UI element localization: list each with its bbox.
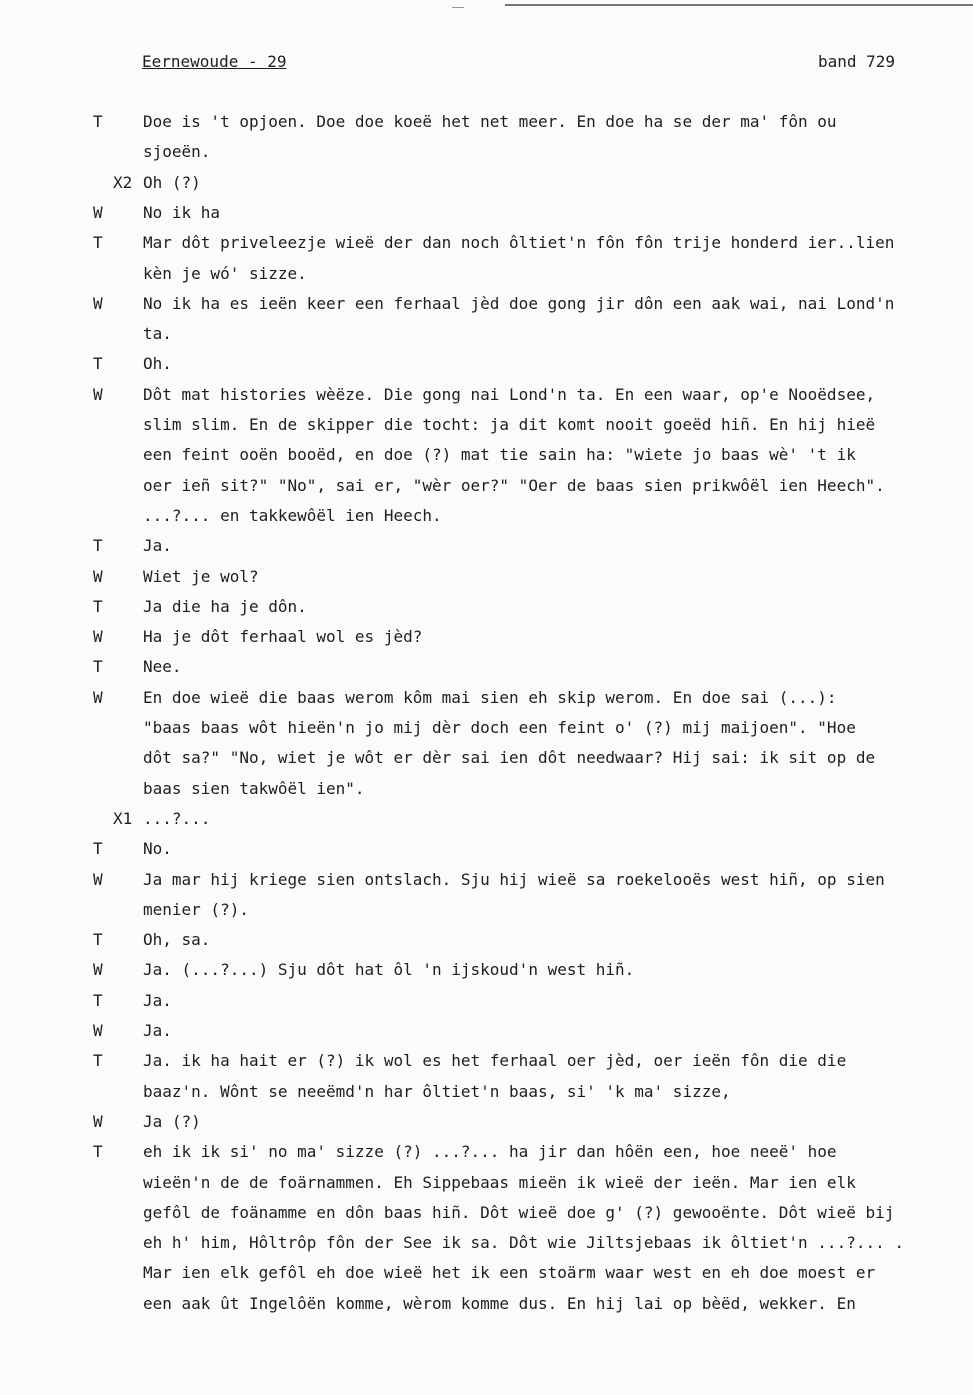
utterance-text: No ik ha xyxy=(143,202,221,222)
speaker-label: T xyxy=(93,990,103,1010)
utterance-text: Mar dôt priveleezje wieë der dan noch ôltiet'n fôn fôn trije honderd ier..lien xyxy=(143,233,895,253)
transcript-line xyxy=(0,562,973,592)
transcript-line xyxy=(0,622,973,652)
transcript-line xyxy=(0,198,973,228)
transcript-line xyxy=(0,1198,973,1228)
transcript-line xyxy=(0,895,973,925)
band-label: band 729 xyxy=(818,52,896,71)
transcript-line xyxy=(0,652,973,682)
speaker-label: W xyxy=(93,202,103,222)
utterance-text: Ha je dôt ferhaal wol es jèd? xyxy=(143,627,423,647)
speaker-label: T xyxy=(93,1142,103,1162)
speaker-label: T xyxy=(93,233,103,253)
transcript-line xyxy=(0,592,973,622)
utterance-text: ta. xyxy=(143,324,172,344)
utterance-text: "baas baas wôt hieën'n jo mij dèr doch een feint o' (?) mij maijoen". "Hoe xyxy=(143,718,856,737)
page-title: Eernewoude - 29 xyxy=(142,52,287,71)
top-border-tick xyxy=(452,7,464,8)
transcript-line xyxy=(0,471,973,501)
transcript-line xyxy=(0,1228,973,1258)
speaker-label: X2 xyxy=(113,172,133,192)
transcript-line xyxy=(0,137,973,167)
utterance-text: menier (?). xyxy=(143,899,249,919)
utterance-text: No. xyxy=(143,839,172,859)
utterance-text: Ja mar hij kriege sien ontslach. Sju hij wieë sa roekelooës west hiñ, op sien xyxy=(143,869,885,889)
utterance-text: eh h' him, Hôltrôp fôn der See ik sa. Dôt wie Jiltsjebaas ik ôltiet'n ...?... . xyxy=(143,1233,904,1253)
utterance-text: ...?... xyxy=(143,808,211,828)
utterance-text: sjoeën. xyxy=(143,142,211,162)
utterance-text: slim slim. En de skipper die tocht: ja dit komt nooit goeëd hiñ. En hij hieë xyxy=(143,415,876,434)
utterance-text: een feint ooën booëd, en doe (?) mat tie sain ha: "wiete jo baas wè' 't ik xyxy=(143,445,856,465)
utterance-text: Ja die ha je dôn. xyxy=(143,596,307,616)
top-border-line xyxy=(505,4,973,6)
utterance-text: Ja. xyxy=(143,990,172,1010)
speaker-label: T xyxy=(93,536,103,556)
utterance-text: Oh (?) xyxy=(143,172,201,192)
speaker-label: T xyxy=(93,112,103,131)
utterance-text: baas sien takwôël ien". xyxy=(143,778,365,798)
utterance-text: Ja. (...?...) Sju dôt hat ôl 'n ijskoud'n west hiñ. xyxy=(143,960,635,980)
utterance-text: een aak ût Ingelôën komme, wèrom komme dus. En hij lai op bèëd, wekker. En xyxy=(143,1293,856,1313)
speaker-label: W xyxy=(93,627,103,647)
transcript-line xyxy=(0,380,973,410)
speaker-label: W xyxy=(93,960,103,980)
transcript-line xyxy=(0,743,973,773)
utterance-text: Nee. xyxy=(143,657,182,677)
transcript-line xyxy=(0,410,973,440)
utterance-text: Dôt mat histories wèëze. Die gong nai Lond'n ta. En een waar, op'e Nooëdsee, xyxy=(143,384,876,404)
utterance-text: kèn je wó' sizze. xyxy=(143,263,307,283)
utterance-text: eh ik ik si' no ma' sizze (?) ...?... ha jir dan hôën een, hoe neeë' hoe xyxy=(143,1142,837,1162)
utterance-text: Oh. xyxy=(143,354,172,374)
transcript-line xyxy=(0,1258,973,1288)
transcript-line xyxy=(0,349,973,379)
utterance-text: Wiet je wol? xyxy=(143,566,259,586)
transcript-line xyxy=(0,804,973,834)
utterance-text: gefôl de foänamme en dôn baas hiñ. Dôt wieë doe g' (?) gewooënte. Dôt wieë bij xyxy=(143,1202,895,1222)
speaker-label: T xyxy=(93,1051,103,1071)
transcript-line xyxy=(0,1016,973,1046)
utterance-text: Doe is 't opjoen. Doe doe koeë het net meer. En doe ha se der ma' fôn ou xyxy=(143,112,837,131)
utterance-text: Mar ien elk gefôl eh doe wieë het ik een stoärm waar west en eh doe moest er xyxy=(143,1263,876,1283)
speaker-label: T xyxy=(93,354,103,374)
transcript-line xyxy=(0,774,973,804)
transcript-line xyxy=(0,713,973,743)
utterance-text: Ja. xyxy=(143,1021,172,1040)
transcript-line xyxy=(0,925,973,955)
utterance-text: baaz'n. Wônt se neeëmd'n har ôltiet'n baas, si' 'k ma' sizze, xyxy=(143,1081,731,1101)
transcript-line xyxy=(0,259,973,289)
transcript-line xyxy=(0,228,973,258)
speaker-label: W xyxy=(93,687,103,707)
speaker-label: W xyxy=(93,1021,103,1040)
speaker-label: T xyxy=(93,596,103,616)
transcript-line xyxy=(0,1046,973,1076)
speaker-label: W xyxy=(93,869,103,889)
speaker-label: T xyxy=(93,930,103,950)
speaker-label: W xyxy=(93,293,103,313)
utterance-text: No ik ha es ieën keer een ferhaal jèd doe gong jir dôn een aak wai, nai Lond'n xyxy=(143,293,895,313)
transcript-line xyxy=(0,289,973,319)
utterance-text: oer ieñ sit?" "No", sai er, "wèr oer?" "Oer de baas sien prikwôël ien Heech". xyxy=(143,475,885,495)
transcript-line xyxy=(0,1168,973,1198)
transcript-line xyxy=(0,1137,973,1167)
utterance-text: ...?... en takkewôël ien Heech. xyxy=(143,505,442,525)
speaker-label: T xyxy=(93,657,103,677)
utterance-text: wieën'n de de foärnammen. Eh Sippebaas mieën ik wieë der ieën. Mar ien elk xyxy=(143,1172,856,1192)
utterance-text: En doe wieë die baas werom kôm mai sien eh skip werom. En doe sai (...): xyxy=(143,687,837,707)
transcript-line xyxy=(0,440,973,470)
transcript-line xyxy=(0,501,973,531)
transcript-line xyxy=(0,1077,973,1107)
transcript-line xyxy=(0,683,973,713)
utterance-text: Ja. xyxy=(143,536,172,556)
transcript-line xyxy=(0,1289,973,1319)
speaker-label: W xyxy=(93,566,103,586)
transcript-line xyxy=(0,531,973,561)
transcript-line xyxy=(0,319,973,349)
speaker-label: W xyxy=(93,384,103,404)
transcript-line xyxy=(0,107,973,137)
speaker-label: W xyxy=(93,1111,103,1131)
transcript-line xyxy=(0,168,973,198)
speaker-label: X1 xyxy=(113,808,133,828)
utterance-text: Ja. ik ha hait er (?) ik wol es het ferhaal oer jèd, oer ieën fôn die die xyxy=(143,1051,847,1071)
utterance-text: Ja (?) xyxy=(143,1111,201,1131)
transcript-line xyxy=(0,865,973,895)
transcript-line xyxy=(0,1107,973,1137)
transcript-line xyxy=(0,986,973,1016)
transcript-line xyxy=(0,955,973,985)
transcript-line xyxy=(0,834,973,864)
utterance-text: dôt sa?" "No, wiet je wôt er dèr sai ien dôt needwaar? Hij sai: ik sit op de xyxy=(143,748,876,768)
utterance-text: Oh, sa. xyxy=(143,930,211,950)
speaker-label: T xyxy=(93,839,103,859)
